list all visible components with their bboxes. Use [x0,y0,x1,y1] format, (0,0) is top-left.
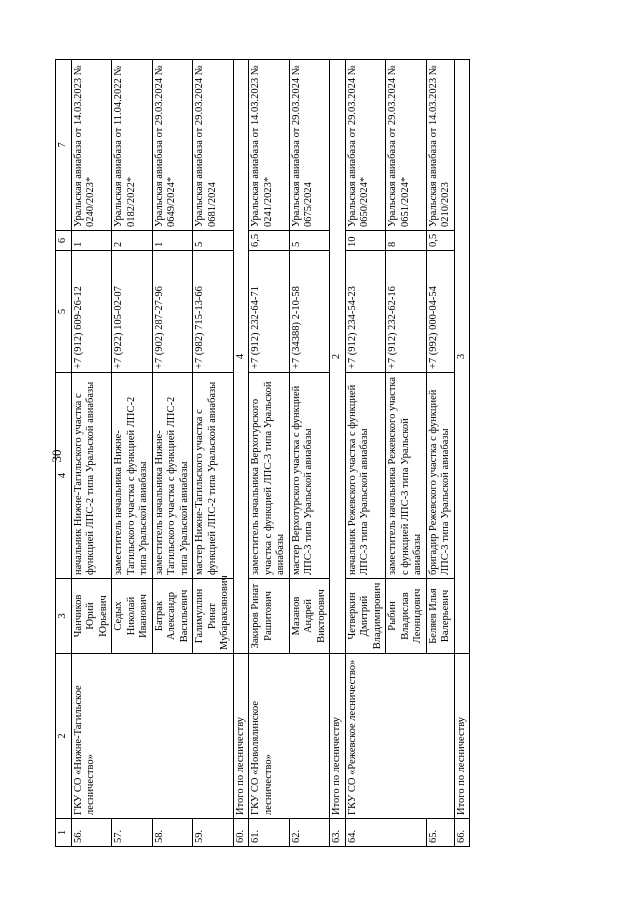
table-row [248,59,289,846]
quantity: 8 [385,230,426,250]
quantity: 5 [289,230,330,250]
position: бригадир Режевского участка с функцией ЛПС-3 типа Уральской авиабазы [426,372,454,578]
page-number: 30 [49,449,64,463]
forestry-staff-table [55,59,470,847]
forestry-name: ГКУ СО «Режевское лесничество» [345,653,454,818]
rotated-table-sheet [55,60,586,847]
phone: +7 (912) 232-64-71 [248,250,289,372]
total-value: 4 [233,59,249,653]
document: Уральская авиабаза от 29.03.2024 № 0681/2024 [192,59,233,230]
header-cell: 6 [55,230,71,250]
row-number: 56. [71,818,112,846]
row-number: 59. [192,818,233,846]
position: мастер Верхотурского участка с функцией ЛПС-3 типа Уральской авиабазы [289,372,330,578]
position: заместитель начальника Верхотурского участка с функцией ЛПС-3 типа Уральской авиабазы [248,372,289,578]
quantity: 6,5 [248,230,289,250]
quantity: 0,5 [426,230,454,250]
person-name: Беляев Илья Валерьевич [426,578,454,653]
header-cell: 2 [55,653,71,818]
document: Уральская авиабаза от 11.04.2022 № 0182/2022* [111,59,152,230]
header-cell: 3 [55,578,71,653]
person-name: Рыбин Владислав Леонидович [385,578,426,653]
person-name: Чанчиков Юрий Юрьевич [71,578,112,653]
position: заместитель начальника Нижне-Тагильского участка с функцией ЛПС-2 типа Уральской авиабазы [152,372,193,578]
row-number: 63. [329,818,345,846]
position: заместитель начальника Режевского участка с функцией ЛПС-3 типа Уральской авиабазы [385,372,426,578]
quantity: 1 [71,230,112,250]
row-number: 64. [345,818,426,846]
phone: +7 (912) 609-26-12 [71,250,112,372]
person-name: Батрак Александр Васильевич [152,578,193,653]
phone: +7 (982) 715-13-66 [192,250,233,372]
quantity: 10 [345,230,386,250]
row-number: 62. [289,818,330,846]
table-row [71,59,112,846]
header-cell: 5 [55,250,71,372]
person-name: Закиров Ринат Рашитович [248,578,289,653]
forestry-name: ГКУ СО «Новолялинское лесничество» [248,653,329,818]
document: Уральская авиабаза от 29.03.2024 № 0650/2024* [345,59,386,230]
total-row [454,59,470,846]
row-number: 61. [248,818,289,846]
phone: +7 (902) 287-27-96 [152,250,193,372]
total-value: 3 [454,59,470,653]
row-number: 57. [111,818,152,846]
row-number: 58. [152,818,193,846]
document: Уральская авиабаза от 29.03.2024 № 0675/2024 [289,59,330,230]
row-number: 65. [426,818,454,846]
total-value: 2 [329,59,345,653]
person-name: Галимуллин Ринат Мубаракзянович [192,578,233,653]
row-number: 60. [233,818,249,846]
quantity: 5 [192,230,233,250]
position: заместитель начальника Нижне-Тагильского участка с функцией ЛПС-2 типа Уральской авиабазы [111,372,152,578]
document: Уральская авиабаза от 14.03.2023 № 0241/2023* [248,59,289,230]
phone: +7 (992) 000-04-54 [426,250,454,372]
table-row [345,59,386,846]
person-name: Седых Николай Иванович [111,578,152,653]
header-cell: 7 [55,59,71,230]
document: Уральская авиабаза от 29.03.2024 № 0651/2024* [385,59,426,230]
total-row [233,59,249,846]
total-label: Итого по лесничеству [329,653,345,818]
position: начальник Нижне-Тагильского участка с функцией ЛПС-2 типа Уральской авиабазы [71,372,112,578]
position: мастер Нижне-Тагильского участка с функцией ЛПС-2 типа Уральской авиабазы [192,372,233,578]
header-cell: 4 [55,372,71,578]
forestry-name: ГКУ СО «Нижне-Тагильское лесничество» [71,653,233,818]
phone: +7 (912) 234-54-23 [345,250,386,372]
quantity: 1 [152,230,193,250]
total-label: Итого по лесничеству [233,653,249,818]
header-row [55,59,71,846]
position: начальник Режевского участка с функцией ЛПС-3 типа Уральской авиабазы [345,372,386,578]
total-label: Итого по лесничеству [454,653,470,818]
total-row [329,59,345,846]
document: Уральская авиабаза от 29.03.2024 № 0649/2024* [152,59,193,230]
person-name: Четверкин Дмитрий Владимирович [345,578,386,653]
row-number: 66. [454,818,470,846]
header-cell: 1 [55,818,71,846]
document: Уральская авиабаза от 14.03.2023 № 0210/2023 [426,59,454,230]
phone: +7 (912) 232-62-16 [385,250,426,372]
document: Уральская авиабаза от 14.03.2023 № 0240/2023* [71,59,112,230]
quantity: 2 [111,230,152,250]
person-name: Мазанов Андрей Викторович [289,578,330,653]
phone: +7 (34388) 2-10-58 [289,250,330,372]
phone: +7 (922) 105-02-07 [111,250,152,372]
